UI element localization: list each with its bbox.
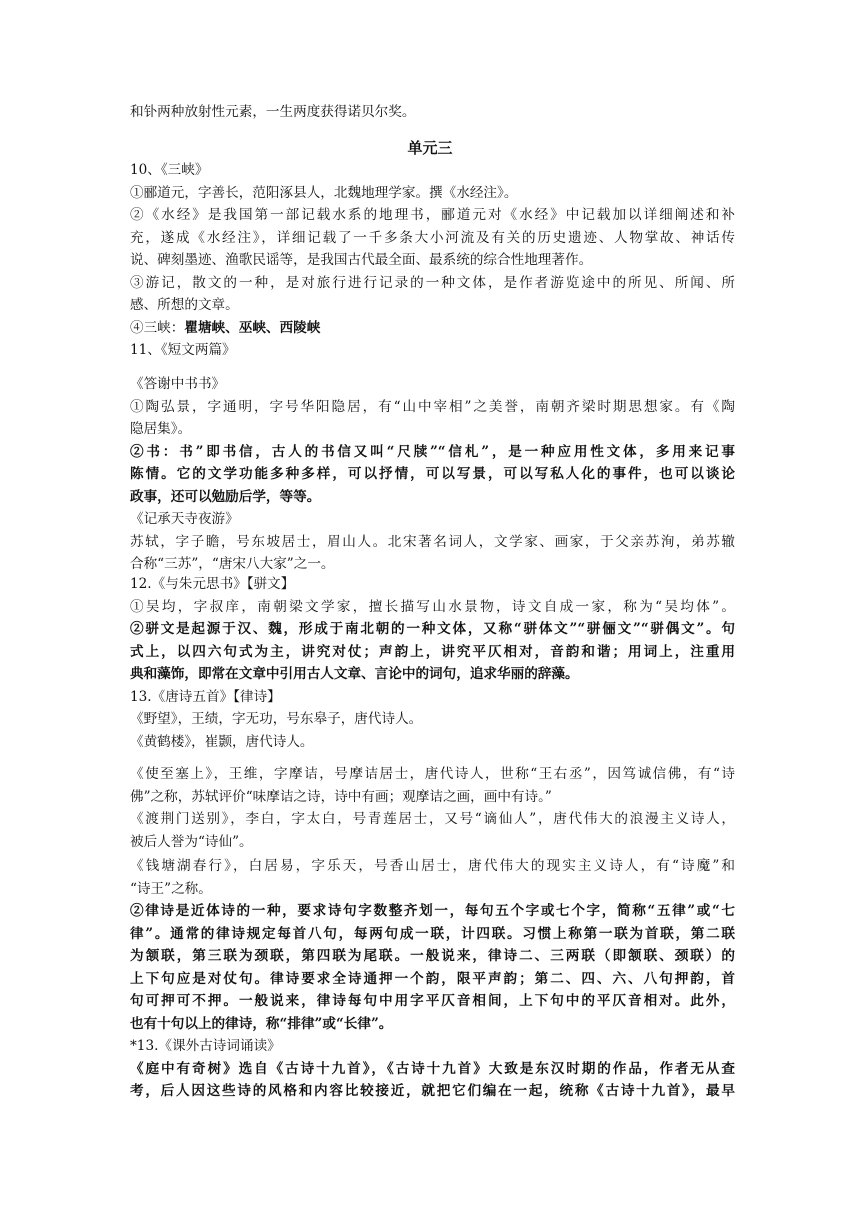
paragraph-line: 上下句应是对仗句。律诗要求全诗通押一个韵，限平声韵；第二、四、六、八句押韵，首 — [130, 970, 735, 987]
poet-line: 佛”之称，苏轼评价“味摩诘之诗，诗中有画；观摩诘之画，画中有诗。” — [130, 788, 552, 805]
section-13-rules — [130, 855, 735, 1103]
poet-line: 《钱塘湖春行》，白居易，字乐天，号香山居士，唐代伟大的现实主义诗人，有“诗魔”和 — [130, 858, 735, 874]
paragraph-line: ①吴均，字叔庠，南朝梁文学家，擅长描写山水景物，诗文自成一家，称为“吴均体”。 — [130, 598, 735, 615]
poet-line: “诗王”之称。 — [130, 880, 212, 897]
paragraph-line: 典和藻饰，即常在文章中引用古人文章、言论中的词句，追求华丽的辞藻。 — [130, 666, 579, 682]
paragraph-line: 式上，以四六句式为主，讲究对仗；声韵上，讲究平仄相对，音韵和谐；用词上，注重用 — [130, 643, 735, 660]
section-11 — [130, 373, 735, 576]
paragraph-line: 律”。通常的律诗规定每首八句，每两句成一联，计四联。习惯上称第一联为首联，第二联 — [130, 925, 735, 942]
paragraph-line: ①陶弘景，字通明，字号华阳隐居，有“山中宰相”之美誉，南朝齐梁时期思想家。有《陶 — [130, 398, 735, 415]
poet-line: 《渡荆门送别》，李白，字太白，号青莲居士，又号“谪仙人”，唐代伟大的浪漫主义诗人， — [130, 811, 735, 827]
section-title: 13.《唐诗五首》【律诗】 — [130, 688, 281, 705]
poet-line: 《黄鹤楼》，崔颢，唐代诗人。 — [130, 733, 314, 750]
poet-line: 被后人誉为“诗仙”。 — [130, 833, 253, 850]
paragraph-line: 苏轼，字子瞻，号东坡居士，眉山人。北宋著名词人，文学家、画家，于父亲苏洵，弟苏辙 — [130, 533, 735, 550]
paragraph-line: ③游记，散文的一种，是对旅行进行记录的一种文体，是作者游览途中的所见、所闻、所 — [130, 274, 735, 291]
paragraph-line: ①郦道元，字善长，范阳涿县人，北魏地理学家。撰《水经注》。 — [130, 184, 518, 201]
paragraph-line — [130, 317, 735, 340]
paragraph-line: 感、所想的文章。 — [130, 297, 239, 313]
paragraph-line: 充，遂成《水经注》，详细记载了一千多条大小河流及有关的历史遗迹、人物掌故、神话传 — [130, 229, 735, 246]
section-title: 12.《与朱元思书》【骈文】 — [130, 576, 295, 592]
subsection-title: 《记承天寺夜游》 — [130, 511, 239, 527]
paragraph-line: 《庭中有奇树》选自《古诗十九首》，《古诗十九首》大致是东汉时期的作品，作者无从查 — [130, 1060, 735, 1077]
subsection-title: 《答谢中书书》 — [130, 376, 226, 392]
paragraph-line: ②《水经》是我国第一部记载水系的地理书，郦道元对《水经》中记载加以详细阐述和补 — [130, 207, 735, 223]
unit-title: 单元三 — [407, 139, 453, 157]
poet-line: 《野望》，王绩，字无功，号东皋子，唐代诗人。 — [130, 711, 423, 727]
paragraph-line: ②律诗是近体诗的一种，要求诗句字数整齐划一，每句五个字或七个字，简称“五律”或“七 — [130, 903, 735, 919]
paragraph-line: ②骈文是起源于汉、魏，形成于南北朝的一种文体，又称“骈体文”“骈俪文”“骈偶文”。句 — [130, 621, 735, 637]
paragraph-line: 句可押可不押。一般说来，律诗每句中用字平仄音相间，上下句中的平仄音相对。此外， — [130, 993, 735, 1009]
section-title: 11、《短文两篇》 — [130, 342, 236, 358]
gorges-label: ④三峡： — [130, 319, 185, 336]
section-title: 10、《三峡》 — [130, 162, 209, 178]
paragraph-line: 陈情。它的文学功能多种多样，可以抒情，可以写景，可以写私人化的事件，也可以谈论 — [130, 466, 735, 482]
top-line: 和钋两种放射性元素，一生两度获得诺贝尔奖。 — [130, 104, 416, 120]
paragraph-line: 考，后人因这些诗的风格和内容比较接近，就把它们编在一起，统称《古诗十九首》，最早 — [130, 1083, 735, 1099]
paragraph-line: 为颔联，第三联为颈联，第四联为尾联。一般说来，律诗二、三两联（即颔联、颈联）的 — [130, 948, 735, 964]
poet-line: 《使至塞上》，王维，字摩诘，号摩诘居士，唐代诗人，世称“王右丞”，因笃诚信佛，有“诗 — [130, 766, 735, 782]
paragraph-line: 说、碑刻墨迹、渔歌民谣等，是我国古代最全面、最系统的综合性地理著作。 — [130, 252, 593, 268]
paragraph-line: 合称“三苏”，“唐宋八大家”之一。 — [130, 556, 335, 572]
section-10 — [130, 159, 735, 362]
section-13 — [130, 763, 735, 853]
paragraph-line: 也有十句以上的律诗，称“排律”或“长律”。 — [130, 1015, 393, 1032]
paragraph-line: 政事，还可以勉励后学，等等。 — [130, 488, 321, 505]
paragraph-line: ②书：书”即书信，古人的书信又叫“尺牍”“信札”，是一种应用性文体，多用来记事 — [130, 443, 735, 460]
section-12 — [130, 573, 735, 753]
gorges-names: 瞿塘峡、巫峡、西陵峡 — [184, 319, 321, 336]
section-title: *13.《课外古诗词诵读》 — [130, 1038, 281, 1054]
paragraph-line: 隐居集》。 — [130, 421, 192, 437]
